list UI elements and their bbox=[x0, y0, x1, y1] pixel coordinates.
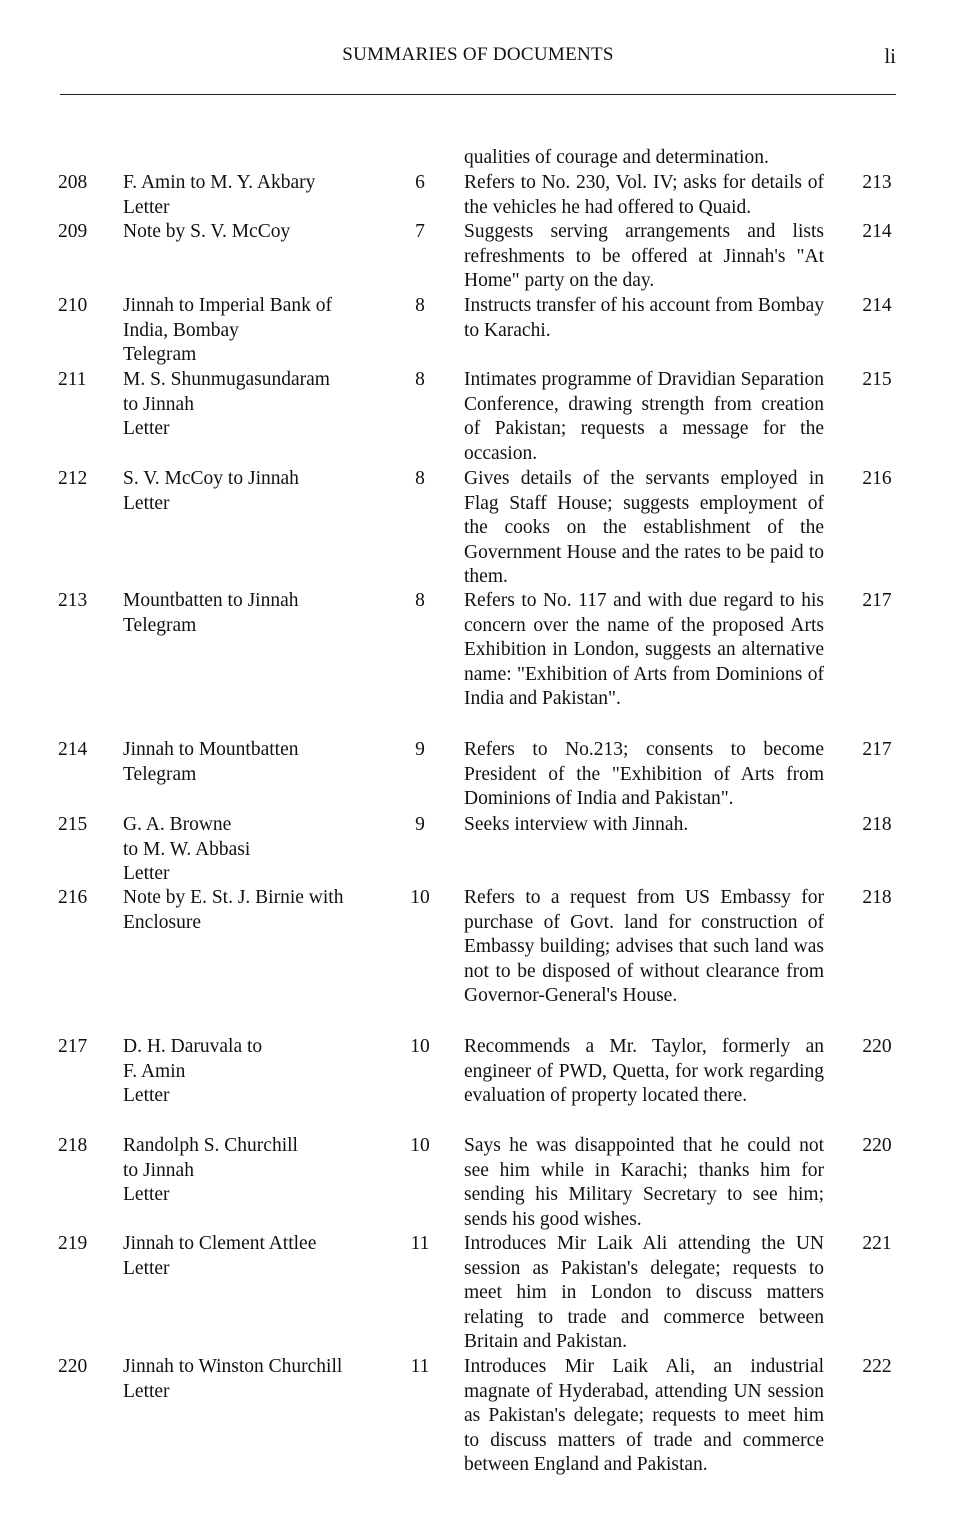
title-line: Note by S. V. McCoy bbox=[123, 221, 291, 242]
title-line: S. V. McCoy to Jinnah bbox=[123, 468, 299, 489]
document-summary: Refers to No.213; consents to become President of the "Exhibition of Arts from Dominions of India and Pakistan". bbox=[464, 739, 824, 810]
page-reference: 214 bbox=[862, 221, 892, 242]
document-title bbox=[123, 171, 385, 220]
document-number: 208 bbox=[58, 172, 88, 193]
title-line: to Jinnah bbox=[123, 393, 194, 415]
title-line: Letter bbox=[123, 863, 170, 885]
document-title bbox=[123, 1035, 385, 1109]
page-reference: 217 bbox=[862, 590, 892, 611]
title-line: Randolph S. Churchill bbox=[123, 1135, 298, 1156]
page-reference: 216 bbox=[862, 468, 892, 489]
title-line: Letter bbox=[123, 1184, 170, 1206]
document-title bbox=[123, 589, 385, 638]
source-page: 10 bbox=[410, 887, 430, 908]
continued-summary-line: qualities of courage and determination. bbox=[464, 147, 769, 168]
title-line: F. Amin to M. Y. Akbary bbox=[123, 172, 316, 193]
title-line: D. H. Daruvala to bbox=[123, 1036, 263, 1057]
page-number: li bbox=[884, 44, 896, 68]
source-page: 6 bbox=[415, 172, 425, 193]
document-summary: Refers to No. 230, Vol. IV; asks for details of the vehicles he had offered to Quaid. bbox=[464, 172, 824, 218]
page-reference: 221 bbox=[862, 1233, 892, 1254]
source-page: 7 bbox=[415, 221, 425, 242]
source-page: 11 bbox=[410, 1356, 430, 1377]
title-line: Letter bbox=[123, 1380, 170, 1402]
document-number: 215 bbox=[58, 814, 88, 835]
title-line: India, Bombay bbox=[123, 319, 239, 341]
title-line: Letter bbox=[123, 1085, 170, 1107]
document-summary: Says he was disappointed that he could not see him while in Karachi; thanks him for sending his Military Secretary to see him; sends his good wishes. bbox=[464, 1135, 824, 1230]
document-title bbox=[123, 368, 385, 442]
title-line: M. S. Shunmugasundaram bbox=[123, 369, 330, 390]
title-line: Jinnah to Winston Churchill bbox=[123, 1356, 343, 1377]
document-summary: Introduces Mir Laik Ali, an industrial magnate of Hyderabad, attending UN session as Pakistan's delegate; requests to meet him to discuss matters of trade and commerce between England and Pakistan. bbox=[464, 1356, 824, 1476]
page-reference: 218 bbox=[862, 814, 892, 835]
document-number: 213 bbox=[58, 590, 88, 611]
source-page: 8 bbox=[415, 468, 425, 489]
document-number: 220 bbox=[58, 1356, 88, 1377]
title-line: Jinnah to Clement Attlee bbox=[123, 1233, 317, 1254]
document-summary: Introduces Mir Laik Ali attending the UN session as Pakistan's delegate; requests to meet him in London to discuss matters relating to trade and commerce between Britain and Pakistan. bbox=[464, 1233, 824, 1353]
document-title bbox=[123, 738, 385, 787]
page-reference: 214 bbox=[862, 295, 892, 316]
source-page: 8 bbox=[415, 295, 425, 316]
running-title: SUMMARIES OF DOCUMENTS bbox=[342, 44, 614, 65]
title-line: to Jinnah bbox=[123, 1159, 194, 1181]
document-summary: Refers to a request from US Embassy for purchase of Govt. land for construction of Embassy building; advises that such land was not to be disposed of without clearance from Governor-General's House. bbox=[464, 887, 824, 1007]
title-line: Letter bbox=[123, 196, 170, 218]
document-title bbox=[123, 886, 385, 935]
document-title bbox=[123, 467, 385, 516]
source-page: 8 bbox=[415, 369, 425, 390]
source-page: 10 bbox=[410, 1036, 430, 1057]
document-title bbox=[123, 1134, 385, 1208]
document-summary: Intimates programme of Dravidian Separation Conference, drawing strength from creation of Pakistan; requests a message for the occasion. bbox=[464, 369, 824, 464]
source-page: 10 bbox=[410, 1135, 430, 1156]
title-line: Telegram bbox=[123, 763, 197, 785]
title-line: Letter bbox=[123, 1257, 170, 1279]
page-reference: 213 bbox=[862, 172, 892, 193]
document-title bbox=[123, 1232, 385, 1281]
title-line: Telegram bbox=[123, 614, 197, 636]
document-title bbox=[123, 813, 385, 887]
title-line: G. A. Browne bbox=[123, 814, 232, 835]
document-number: 219 bbox=[58, 1233, 88, 1254]
title-line: Jinnah to Imperial Bank of bbox=[123, 295, 333, 316]
document-number: 218 bbox=[58, 1135, 88, 1156]
page-reference: 220 bbox=[862, 1135, 892, 1156]
document-number: 211 bbox=[58, 369, 87, 390]
page-reference: 218 bbox=[862, 887, 892, 908]
title-line: F. Amin bbox=[123, 1060, 186, 1082]
page-reference: 220 bbox=[862, 1036, 892, 1057]
document-summary: Seeks interview with Jinnah. bbox=[464, 814, 689, 835]
source-page: 11 bbox=[410, 1233, 430, 1254]
title-line: to M. W. Abbasi bbox=[123, 838, 251, 860]
header-rule bbox=[60, 94, 896, 95]
document-number: 216 bbox=[58, 887, 88, 908]
title-line: Mountbatten to Jinnah bbox=[123, 590, 299, 611]
document-number: 210 bbox=[58, 295, 88, 316]
title-line: Letter bbox=[123, 418, 170, 440]
document-summary: Refers to No. 117 and with due regard to his concern over the name of the proposed Arts Exhibition in London, suggests an alternative name: "Exhibition of Arts from Dominions of India and Pakistan". bbox=[464, 590, 824, 710]
document-title bbox=[123, 1355, 385, 1404]
title-line: Enclosure bbox=[123, 911, 201, 933]
source-page: 9 bbox=[415, 814, 425, 835]
document-number: 214 bbox=[58, 739, 88, 760]
title-line: Telegram bbox=[123, 344, 197, 366]
document-summary: Gives details of the servants employed in Flag Staff House; suggests employment of the cooks on the establishment of the Government House and the rates to be paid to them. bbox=[464, 468, 824, 588]
document-summary: Instructs transfer of his account from Bombay to Karachi. bbox=[464, 295, 824, 341]
document-summary: Suggests serving arrangements and lists refreshments to be offered at Jinnah's "At Home" party on the day. bbox=[464, 221, 824, 292]
document-number: 212 bbox=[58, 468, 88, 489]
document-summary: Recommends a Mr. Taylor, formerly an engineer of PWD, Quetta, for work regarding evaluation of property located there. bbox=[464, 1036, 824, 1107]
document-number: 217 bbox=[58, 1036, 88, 1057]
title-line: Letter bbox=[123, 492, 170, 514]
document-title bbox=[123, 220, 385, 245]
page-reference: 215 bbox=[862, 369, 892, 390]
page-header bbox=[60, 44, 896, 74]
title-line: Jinnah to Mountbatten bbox=[123, 739, 299, 760]
title-line: Note by E. St. J. Birnie with bbox=[123, 887, 344, 908]
source-page: 9 bbox=[415, 739, 425, 760]
document-title bbox=[123, 294, 385, 368]
page-reference: 222 bbox=[862, 1356, 892, 1377]
document-number: 209 bbox=[58, 221, 88, 242]
page-reference: 217 bbox=[862, 739, 892, 760]
source-page: 8 bbox=[415, 590, 425, 611]
